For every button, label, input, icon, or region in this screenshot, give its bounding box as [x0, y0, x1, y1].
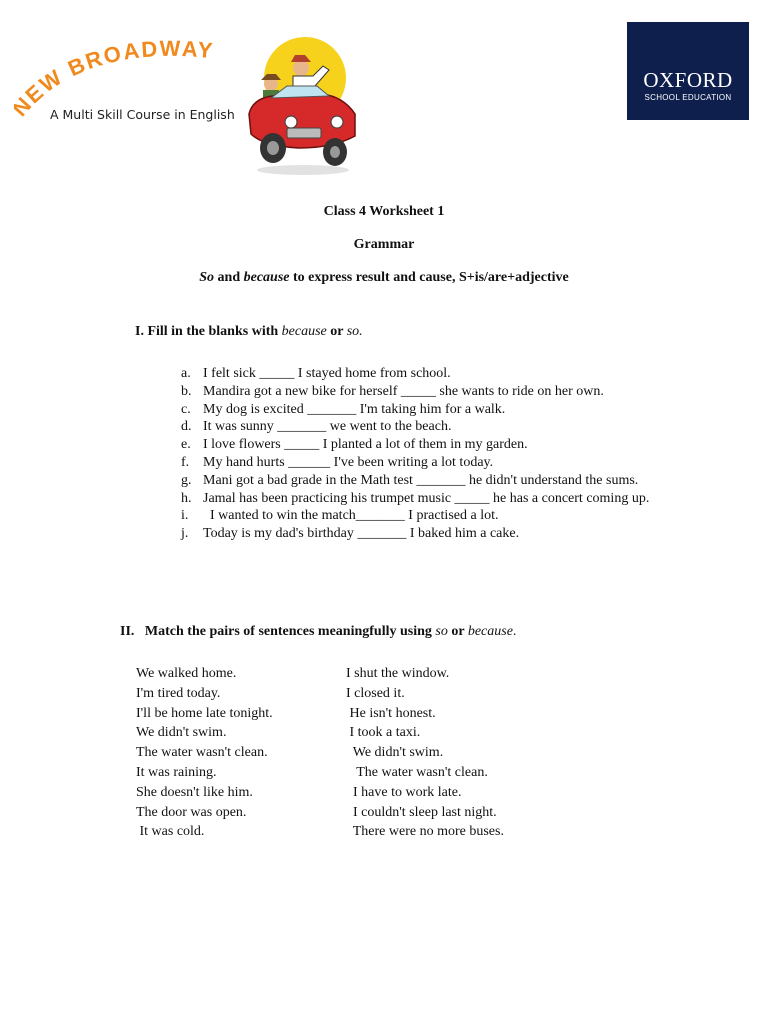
list-item: [181, 490, 661, 508]
item-text: My dog is excited _______ I'm taking him for a walk.: [203, 401, 506, 417]
car-illustration: [243, 36, 363, 178]
section-2-numeral: II.: [120, 624, 135, 639]
worksheet-title: Class 4 Worksheet 1: [323, 204, 445, 219]
list-item: I closed it.: [346, 685, 405, 701]
item-text: Jamal has been practicing his trumpet music _____ he has a concert coming up.: [203, 490, 650, 506]
list-item: I'll be home late tonight.: [136, 705, 273, 721]
item-text: My hand hurts ______ I've been writing a lot today.: [203, 454, 494, 470]
section-2-heading: [120, 624, 516, 640]
list-item: We didn't swim.: [136, 725, 227, 741]
section-2-prefix: Match the pairs of sentences meaningfully using: [144, 624, 436, 639]
list-item: He isn't honest.: [346, 705, 436, 721]
item-text: It was sunny _______ we went to the beach.: [203, 419, 452, 435]
oxford-logo: [627, 22, 749, 120]
list-item: [181, 365, 661, 383]
list-item: I have to work late.: [346, 784, 462, 800]
section-2-so: so: [435, 624, 448, 639]
item-letter: c.: [181, 401, 191, 417]
brand-tagline: A Multi Skill Course in English: [50, 107, 235, 122]
list-item: There were no more buses.: [346, 824, 504, 840]
list-item: I couldn't sleep last night.: [346, 804, 497, 820]
item-letter: h.: [181, 490, 192, 506]
item-text: Today is my dad's birthday _______ I baked him a cake.: [203, 526, 520, 542]
topic-so: So: [199, 270, 215, 285]
list-item: It was cold.: [136, 824, 205, 840]
section-1-heading: [135, 324, 363, 340]
item-text: I love flowers _____ I planted a lot of them in my garden.: [203, 437, 528, 453]
item-text: I wanted to win the match_______ I practised a lot.: [203, 508, 499, 524]
item-letter: d.: [181, 419, 192, 435]
publisher-subtitle: SCHOOL EDUCATION: [644, 93, 732, 102]
brand-name: EW BROADWAY: [20, 35, 216, 109]
list-item: I shut the window.: [346, 666, 450, 681]
section-2-or: or: [447, 624, 468, 639]
list-item: [181, 525, 661, 543]
item-letter: b.: [181, 383, 192, 399]
list-item: The water wasn't clean.: [136, 745, 268, 761]
list-item: I took a taxi.: [346, 725, 421, 741]
item-letter: j.: [181, 526, 189, 542]
list-item: The water wasn't clean.: [346, 764, 488, 780]
worksheet-topic: [0, 270, 768, 286]
item-text: Mandira got a new bike for herself _____ she wants to ride on her own.: [203, 383, 604, 399]
section-2-because: because: [467, 624, 513, 639]
topic-because: because: [243, 270, 290, 285]
publisher-name: OXFORD: [643, 68, 733, 92]
section-1-prefix: I. Fill in the blanks with: [135, 324, 282, 339]
list-item: [181, 472, 661, 490]
topic-and: and: [214, 270, 244, 285]
match-right-column: [346, 664, 504, 842]
list-item: We walked home.: [136, 666, 237, 681]
item-letter: g.: [181, 472, 192, 488]
list-item: [181, 454, 661, 472]
item-letter: f.: [181, 454, 190, 470]
section-2-end: .: [512, 624, 517, 639]
section-1-so: so.: [346, 324, 363, 339]
topic-rest: to express result and cause, S+is/are+adjective: [289, 270, 569, 285]
item-letter: a.: [181, 366, 191, 381]
list-item: [181, 507, 661, 525]
list-item: [181, 401, 661, 419]
list-item: [181, 436, 661, 454]
list-item: She doesn't like him.: [136, 784, 253, 800]
item-letter: i.: [181, 508, 189, 524]
list-item: The door was open.: [136, 804, 247, 820]
list-item: We didn't swim.: [346, 745, 444, 761]
list-item: It was raining.: [136, 764, 217, 780]
item-text: Mani got a bad grade in the Math test _______ he didn't understand the sums.: [203, 472, 639, 488]
section-1-or: or: [326, 324, 347, 339]
item-letter: e.: [181, 437, 191, 453]
list-item: [181, 418, 661, 436]
section-1-because: because: [281, 324, 327, 339]
list-item: [181, 383, 661, 401]
match-left-column: [136, 664, 273, 842]
item-text: I felt sick _____ I stayed home from school.: [203, 366, 451, 381]
list-item: I'm tired today.: [136, 685, 221, 701]
fill-in-blanks-list: [181, 365, 661, 543]
worksheet-subject: Grammar: [353, 237, 415, 252]
